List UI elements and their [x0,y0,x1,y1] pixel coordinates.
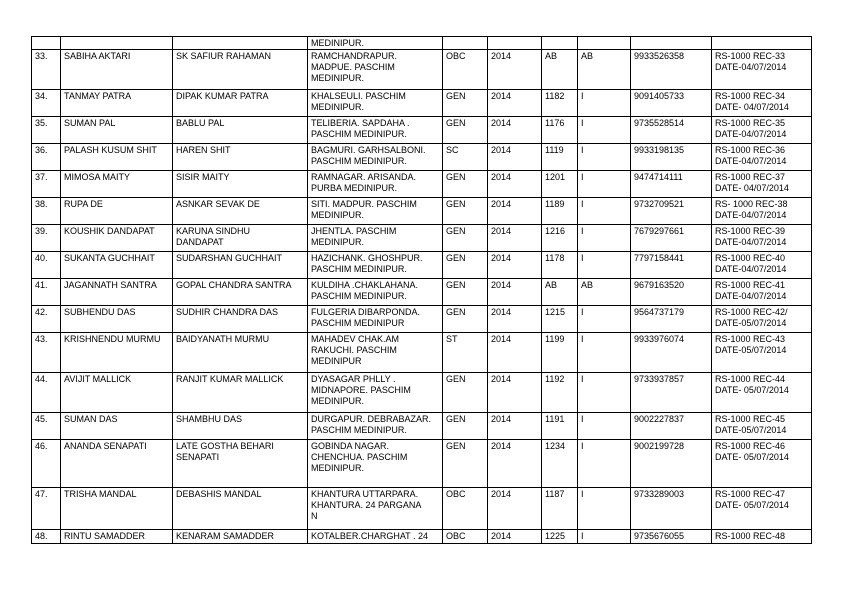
address-cell [308,333,443,373]
receipt-cell-line: DATE- 05/07/2014 [715,452,789,462]
serial-number-cell: 45. [32,413,61,440]
address-cell-line: PASCHIM MEDINIPUR. [311,129,407,139]
address-cell-line: HAZICHANK. GHOSHPUR. [311,253,423,263]
candidate-name-cell: PALASH KUSUM SHIT [61,144,173,171]
father-name-line: BAIDYANATH MURMU [176,334,270,344]
phone-cell: 9733937857 [631,373,712,413]
table-row [32,488,812,530]
address-cell [308,198,443,225]
receipt-cell [712,306,812,333]
receipt-cell-line: RS-1000 REC-36 [715,145,786,155]
category-cell: GEN [443,373,488,413]
table-row [32,306,812,333]
table-row [32,252,812,279]
phone-cell: 9933526358 [631,50,712,90]
candidate-name-cell: RINTU SAMADDER [61,530,173,544]
marks-cell: AB [542,279,578,306]
serial-number-cell [32,37,61,50]
registration-table [31,36,812,544]
address-cell-line: MEDINIPUR [311,356,362,366]
category-cell: GEN [443,440,488,488]
address-cell [308,171,443,198]
division-cell: AB [578,279,631,306]
address-cell-line: MEDINIPUR. [311,102,365,112]
address-cell-line: MEDINIPUR. [311,38,365,48]
address-cell-line: KHANTURA. 24 PARGANA [311,500,422,510]
year-cell: 2014 [488,440,542,488]
father-name-cell [173,144,308,171]
phone-cell [631,37,712,50]
division-cell: I [578,90,631,117]
marks-cell: 1215 [542,306,578,333]
address-cell [308,306,443,333]
father-name-cell [173,90,308,117]
division-cell: AB [578,50,631,90]
marks-cell: 1234 [542,440,578,488]
father-name-line: SENAPATI [176,452,220,462]
address-cell [308,117,443,144]
candidate-name-cell: SABIHA AKTARI [61,50,173,90]
phone-cell: 9002199728 [631,440,712,488]
address-cell-line: DYASAGAR PHLLY . [311,374,396,384]
category-cell: ST [443,333,488,373]
receipt-cell-line: RS-1000 REC-44 [715,374,786,384]
serial-number-cell: 34. [32,90,61,117]
table-row [32,413,812,440]
candidate-name-cell: JAGANNATH SANTRA [61,279,173,306]
receipt-cell-line: DATE-04/07/2014 [715,291,787,301]
address-cell [308,225,443,252]
marks-cell: 1192 [542,373,578,413]
serial-number-cell: 43. [32,333,61,373]
father-name-cell [173,252,308,279]
father-name-cell [173,50,308,90]
address-cell-line: MEDINIPUR. [311,396,365,406]
year-cell: 2014 [488,117,542,144]
phone-cell: 9474714111 [631,171,712,198]
father-name-line: DIPAK KUMAR PATRA [176,91,269,101]
receipt-cell [712,252,812,279]
receipt-cell-line: RS-1000 REC-40 [715,253,786,263]
year-cell: 2014 [488,488,542,530]
father-name-line: GOPAL CHANDRA SANTRA [176,280,292,290]
marks-cell: 1199 [542,333,578,373]
category-cell: OBC [443,488,488,530]
year-cell: 2014 [488,530,542,544]
candidate-name-cell: TRISHA MANDAL [61,488,173,530]
address-cell-line: RAKUCHI. PASCHIM [311,345,397,355]
address-cell-line: DURGAPUR. DEBRABAZAR. [311,414,432,424]
category-cell: GEN [443,171,488,198]
receipt-cell [712,413,812,440]
receipt-cell-line: RS-1000 REC-34 [715,91,786,101]
father-name-cell [173,413,308,440]
address-cell-line: KHANTURA UTTARPARA. [311,489,419,499]
candidate-name-cell: KOUSHIK DANDAPAT [61,225,173,252]
year-cell: 2014 [488,144,542,171]
father-name-line: KARUNA SINDHU [176,226,251,236]
phone-cell: 9733289003 [631,488,712,530]
address-cell [308,373,443,413]
marks-cell: 1189 [542,198,578,225]
address-cell-line: MEDINIPUR. [311,73,365,83]
category-cell: OBC [443,530,488,544]
table-row [32,50,812,90]
father-name-line: SHAMBHU DAS [176,414,243,424]
address-cell-line: RAMCHANDRAPUR. [311,51,398,61]
phone-cell: 9933976074 [631,333,712,373]
phone-cell: 9564737179 [631,306,712,333]
division-cell: I [578,373,631,413]
father-name-line: HAREN SHIT [176,145,231,155]
table-row [32,37,812,50]
table-row [32,171,812,198]
address-cell-line: MEDINIPUR. [311,463,365,473]
receipt-cell-line: RS-1000 REC-39 [715,226,786,236]
father-name-cell [173,530,308,544]
address-cell-line: FULGERIA DIBARPONDA. [311,307,421,317]
table-row [32,279,812,306]
marks-cell: AB [542,50,578,90]
father-name-cell [173,198,308,225]
year-cell: 2014 [488,50,542,90]
receipt-cell [712,373,812,413]
serial-number-cell: 40. [32,252,61,279]
table-row [32,333,812,373]
father-name-cell [173,488,308,530]
address-cell-line: BAGMURI. GARHSALBONI. [311,145,426,155]
serial-number-cell: 48. [32,530,61,544]
year-cell: 2014 [488,333,542,373]
address-cell-line: TELIBERIA. SAPDAHA . [311,118,410,128]
candidate-name-cell: SUKANTA GUCHHAIT [61,252,173,279]
address-cell-line: MEDINIPUR. [311,237,365,247]
address-cell [308,440,443,488]
candidate-name-cell: AVIJIT MALLICK [61,373,173,413]
marks-cell: 1201 [542,171,578,198]
serial-number-cell: 35. [32,117,61,144]
marks-cell: 1182 [542,90,578,117]
receipt-cell [712,440,812,488]
father-name-cell [173,117,308,144]
phone-cell: 7797158441 [631,252,712,279]
receipt-cell-line: RS-1000 REC-42/ [715,307,788,317]
serial-number-cell: 44. [32,373,61,413]
candidate-name-cell: MIMOSA MAITY [61,171,173,198]
receipt-cell-line: DATE- 05/07/2014 [715,385,789,395]
receipt-cell [712,50,812,90]
address-cell [308,413,443,440]
address-cell-line: JHENTLA. PASCHIM [311,226,397,236]
phone-cell: 9735528514 [631,117,712,144]
receipt-cell [712,333,812,373]
address-cell-line: MIDNAPORE. PASCHIM [311,385,411,395]
address-cell [308,37,443,50]
category-cell: GEN [443,90,488,117]
address-cell-line: KOTALBER.CHARGHAT . 24 [311,531,429,541]
category-cell: GEN [443,279,488,306]
address-cell-line: GOBINDA NAGAR. [311,441,390,451]
address-cell-line: PASCHIM MEDINIPUR. [311,425,407,435]
category-cell: GEN [443,198,488,225]
table-row [32,144,812,171]
division-cell: I [578,171,631,198]
receipt-cell-line: RS-1000 REC-37 [715,172,786,182]
serial-number-cell: 39. [32,225,61,252]
receipt-cell [712,144,812,171]
address-cell-line: MADPUE. PASCHIM [311,62,395,72]
division-cell: I [578,225,631,252]
address-cell-line: KHALSEULI. PASCHIM [311,91,406,101]
marks-cell: 1119 [542,144,578,171]
father-name-line: RANJIT KUMAR MALLICK [176,374,284,384]
candidate-name-cell: KRISHNENDU MURMU [61,333,173,373]
father-name-cell [173,306,308,333]
receipt-cell-line: DATE-04/07/2014 [715,62,787,72]
address-cell [308,144,443,171]
serial-number-cell: 37. [32,171,61,198]
year-cell: 2014 [488,90,542,117]
receipt-cell-line: DATE- 04/07/2014 [715,183,789,193]
father-name-cell [173,333,308,373]
father-name-line: SUDARSHAN GUCHHAIT [176,253,283,263]
year-cell: 2014 [488,225,542,252]
phone-cell: 9002227837 [631,413,712,440]
phone-cell: 9732709521 [631,198,712,225]
receipt-cell-line: DATE-04/07/2014 [715,210,787,220]
father-name-line: SK SAFIUR RAHAMAN [176,51,272,61]
division-cell: I [578,144,631,171]
division-cell [578,37,631,50]
phone-cell: 9933198135 [631,144,712,171]
candidate-name-cell: SUBHENDU DAS [61,306,173,333]
father-name-line: DANDAPAT [176,237,224,247]
receipt-cell-line: DATE- 05/07/2014 [715,500,789,510]
receipt-cell [712,488,812,530]
division-cell: I [578,530,631,544]
receipt-cell-line: DATE-04/07/2014 [715,156,787,166]
division-cell: I [578,306,631,333]
receipt-cell-line: RS-1000 REC-35 [715,118,786,128]
address-cell-line: KULDIHA .CHAKLAHANA. [311,280,419,290]
address-cell [308,50,443,90]
candidate-name-cell: ANANDA SENAPATI [61,440,173,488]
category-cell: GEN [443,225,488,252]
year-cell: 2014 [488,252,542,279]
marks-cell: 1225 [542,530,578,544]
category-cell: GEN [443,117,488,144]
receipt-cell [712,198,812,225]
receipt-cell-line: DATE-04/07/2014 [715,129,787,139]
table-row [32,373,812,413]
year-cell: 2014 [488,171,542,198]
candidate-name-cell: TANMAY PATRA [61,90,173,117]
marks-cell [542,37,578,50]
table-row [32,530,812,544]
address-cell-line: CHENCHUA. PASCHIM [311,452,408,462]
marks-cell: 1191 [542,413,578,440]
receipt-cell-line: RS-1000 REC-41 [715,280,786,290]
receipt-cell [712,225,812,252]
father-name-line: SUDHIR CHANDRA DAS [176,307,279,317]
receipt-cell-line: DATE-05/07/2014 [715,425,787,435]
receipt-cell-line: DATE- 04/07/2014 [715,102,789,112]
serial-number-cell: 38. [32,198,61,225]
year-cell: 2014 [488,198,542,225]
candidate-name-cell [61,37,173,50]
receipt-cell-line: RS-1000 REC-45 [715,414,786,424]
father-name-cell [173,225,308,252]
father-name-cell [173,279,308,306]
receipt-cell [712,530,812,544]
table-row [32,90,812,117]
receipt-cell-line: DATE-05/07/2014 [715,345,787,355]
address-cell-line: PURBA MEDINIPUR. [311,183,398,193]
division-cell: I [578,413,631,440]
address-cell-line: RAMNAGAR. ARISANDA. [311,172,417,182]
father-name-line: DEBASHIS MANDAL [176,489,262,499]
address-cell-line: SITI. MADPUR. PASCHIM [311,199,417,209]
category-cell: GEN [443,252,488,279]
category-cell: GEN [443,413,488,440]
address-cell-line: N [311,511,318,521]
receipt-cell-line: RS- 1000 REC-38 [715,199,788,209]
address-cell-line: MEDINIPUR. [311,210,365,220]
candidate-name-cell: SUMAN DAS [61,413,173,440]
table-row [32,117,812,144]
candidate-name-cell: SUMAN PAL [61,117,173,144]
address-cell-line: MAHADEV CHAK.AM [311,334,400,344]
phone-cell: 9091405733 [631,90,712,117]
receipt-cell [712,279,812,306]
division-cell: I [578,440,631,488]
father-name-cell [173,37,308,50]
year-cell: 2014 [488,279,542,306]
year-cell: 2014 [488,306,542,333]
father-name-line: ASNKAR SEVAK DE [176,199,260,209]
serial-number-cell: 41. [32,279,61,306]
address-cell-line: PASCHIM MEDINIPUR. [311,291,407,301]
father-name-line: SISIR MAITY [176,172,230,182]
father-name-line: BABLU PAL [176,118,225,128]
receipt-cell-line: DATE-04/07/2014 [715,237,787,247]
table-row [32,198,812,225]
marks-cell: 1176 [542,117,578,144]
address-cell [308,530,443,544]
receipt-cell-line: RS-1000 REC-47 [715,489,786,499]
address-cell [308,279,443,306]
serial-number-cell: 47. [32,488,61,530]
serial-number-cell: 46. [32,440,61,488]
father-name-line: KENARAM SAMADDER [176,531,275,541]
receipt-cell [712,37,812,50]
marks-cell: 1178 [542,252,578,279]
address-cell-line: PASCHIM MEDINIPUR [311,318,405,328]
receipt-cell-line: RS-1000 REC-43 [715,334,786,344]
division-cell: I [578,333,631,373]
father-name-cell [173,373,308,413]
receipt-cell-line: RS-1000 REC-33 [715,51,786,61]
receipt-cell-line: RS-1000 REC-46 [715,441,786,451]
phone-cell: 9735676055 [631,530,712,544]
receipt-cell [712,90,812,117]
serial-number-cell: 33. [32,50,61,90]
division-cell: I [578,252,631,279]
category-cell: OBC [443,50,488,90]
address-cell-line: PASCHIM MEDINIPUR. [311,156,407,166]
division-cell: I [578,488,631,530]
father-name-cell [173,171,308,198]
receipt-cell-line: DATE-04/07/2014 [715,264,787,274]
father-name-cell [173,440,308,488]
division-cell: I [578,117,631,144]
marks-cell: 1216 [542,225,578,252]
year-cell: 2014 [488,413,542,440]
father-name-line: LATE GOSTHA BEHARI [176,441,274,451]
phone-cell: 7679297661 [631,225,712,252]
serial-number-cell: 42. [32,306,61,333]
receipt-cell [712,171,812,198]
address-cell [308,488,443,530]
table-row [32,225,812,252]
year-cell [488,37,542,50]
receipt-cell-line: DATE-05/07/2014 [715,318,787,328]
phone-cell: 9679163520 [631,279,712,306]
receipt-cell-line: RS-1000 REC-48 [715,531,786,541]
year-cell: 2014 [488,373,542,413]
receipt-cell [712,117,812,144]
address-cell-line: PASCHIM MEDINIPUR. [311,264,407,274]
category-cell: GEN [443,306,488,333]
address-cell [308,90,443,117]
table-body [32,37,812,544]
candidate-name-cell: RUPA DE [61,198,173,225]
serial-number-cell: 36. [32,144,61,171]
category-cell [443,37,488,50]
table-row [32,440,812,488]
division-cell: I [578,198,631,225]
category-cell: SC [443,144,488,171]
address-cell [308,252,443,279]
marks-cell: 1187 [542,488,578,530]
